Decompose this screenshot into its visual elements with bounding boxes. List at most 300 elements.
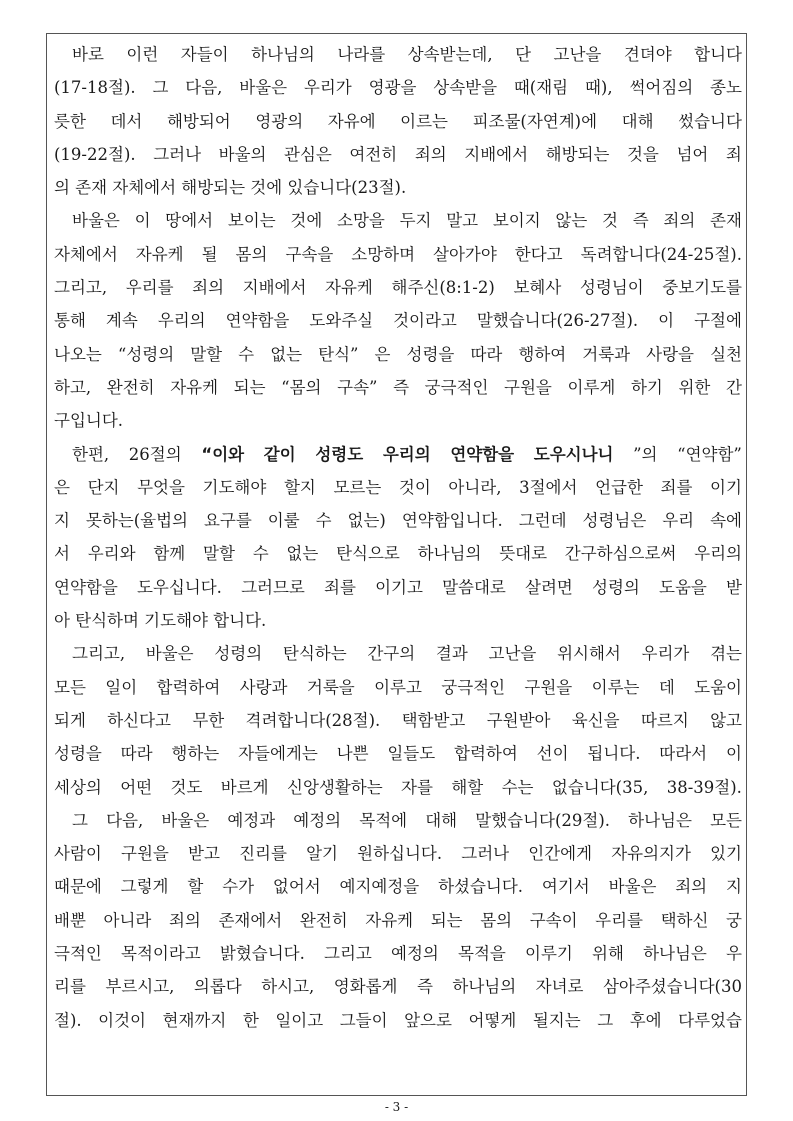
text-segment: 밝혔습니다.	[219, 944, 305, 964]
text-segment: 바로	[72, 45, 104, 64]
text-segment: 이기	[710, 477, 742, 497]
text-segment: 우리의	[694, 544, 742, 564]
text-segment: 두지	[399, 211, 432, 231]
text-segment: 하기	[630, 377, 663, 397]
text-segment: 행하여	[518, 344, 567, 364]
text-segment: 같이	[263, 444, 296, 464]
text-segment: 무엇을	[137, 477, 185, 497]
text-segment: 위한	[678, 377, 711, 397]
text-segment: 성령의	[592, 577, 640, 597]
text-segment: 다음,	[185, 78, 223, 98]
text-segment: 후에	[629, 1010, 662, 1030]
text-segment: 연약함을	[225, 311, 290, 331]
text-segment: 리를	[54, 977, 86, 997]
text-segment: 것을	[626, 144, 659, 164]
text-segment: 그렇게	[120, 877, 169, 897]
text-segment: 목적에	[359, 810, 408, 830]
text-segment: 우리가	[641, 644, 690, 664]
text-segment: 구원을	[504, 377, 552, 397]
text-segment: 3절에서	[519, 477, 578, 497]
text-segment: 보혜사	[513, 278, 562, 298]
text-segment: 세상의	[54, 777, 102, 797]
text-segment: 소망하며	[351, 244, 416, 264]
text-segment: 어떻게	[468, 1010, 517, 1030]
text-segment: 원하십니다.	[357, 844, 443, 864]
text-segment: 지배에서	[464, 144, 529, 164]
text-segment: 요구를	[203, 511, 252, 531]
text-line	[54, 371, 742, 404]
text-segment: 죄를	[324, 577, 356, 597]
text-segment: 것이라고	[393, 311, 457, 331]
text-segment: 은	[374, 344, 391, 364]
text-segment: 예정의	[293, 810, 342, 830]
text-segment: 죄의	[663, 211, 696, 231]
text-segment: 수	[252, 544, 269, 564]
text-segment: 그러나	[153, 144, 202, 164]
text-line	[54, 970, 742, 1003]
text-segment: 것	[602, 211, 618, 231]
text-segment: 사람이	[54, 844, 102, 864]
text-segment: 아 탄식하며 기도해야 합니다.	[54, 611, 267, 631]
text-segment: 자유케	[170, 377, 219, 397]
text-segment: 아니라	[103, 910, 152, 930]
text-segment: 따라	[120, 744, 153, 764]
text-segment: 한다고	[514, 244, 563, 264]
text-segment: 바울은	[145, 644, 194, 664]
text-segment: 사랑과	[239, 677, 288, 697]
text-segment: 중보기도를	[662, 278, 742, 298]
text-segment: 되는	[233, 377, 266, 397]
text-segment: 이런	[126, 45, 159, 64]
text-segment: 하나님의	[251, 45, 315, 64]
text-segment: 탄식”	[318, 344, 359, 364]
text-segment: 나쁜	[336, 744, 369, 764]
text-segment: 속에	[710, 511, 742, 531]
text-segment: 것에	[290, 211, 323, 231]
text-segment: 행하는	[171, 744, 220, 764]
text-segment: 즉	[416, 977, 433, 997]
text-segment: 않고	[710, 710, 742, 730]
text-segment: 이	[134, 211, 151, 231]
text-segment: 모르는	[333, 477, 382, 497]
text-segment: 지배에서	[242, 278, 307, 298]
text-segment: 위시해서	[557, 644, 621, 664]
text-segment: 해방되어	[166, 111, 231, 131]
text-line	[54, 105, 742, 138]
text-segment: 우리와	[87, 544, 136, 564]
text-segment: 살아가야	[433, 244, 497, 264]
text-segment: 상속받을	[433, 78, 498, 98]
text-segment: 없는)	[347, 511, 386, 531]
text-line	[54, 204, 742, 237]
text-segment: 말할	[190, 344, 223, 364]
text-segment: 육신을	[571, 710, 620, 730]
text-segment: 자유에	[327, 111, 376, 131]
text-line	[54, 771, 742, 804]
text-segment: 완전히	[299, 910, 348, 930]
text-line	[54, 704, 742, 737]
text-line	[54, 604, 742, 637]
text-segment: 다음,	[106, 810, 144, 830]
text-segment: 말고	[446, 211, 479, 231]
text-segment: 자녀로	[535, 977, 584, 997]
text-segment: 자유케	[365, 910, 414, 930]
text-segment: 인간에게	[528, 844, 593, 864]
text-segment: 절).	[54, 1010, 82, 1030]
text-segment: 자유케	[135, 244, 184, 264]
document-body	[54, 38, 742, 1037]
text-segment: 하고,	[54, 377, 92, 397]
text-segment: 택함받고	[401, 710, 466, 730]
text-segment: 그러므로	[241, 577, 305, 597]
text-line	[54, 238, 742, 271]
text-segment: 도움이	[694, 677, 742, 697]
text-segment: 상속받는데,	[407, 45, 493, 64]
text-segment: 그	[597, 1010, 614, 1030]
text-segment: 수	[238, 344, 255, 364]
text-line	[54, 937, 742, 970]
text-segment: 없습니다(35,	[551, 777, 649, 797]
text-segment: 합력하여	[454, 744, 518, 764]
text-line	[54, 404, 742, 437]
text-segment: 성령을	[406, 344, 455, 364]
text-segment: 바르게	[220, 777, 269, 797]
text-segment: 거룩을	[306, 677, 355, 697]
text-segment: 26절의	[128, 444, 182, 464]
text-line	[54, 504, 742, 537]
text-segment: 극적인	[54, 944, 102, 964]
text-segment: 삼아주셨습니다(30	[602, 977, 742, 997]
text-segment: 따라서	[659, 744, 708, 764]
text-segment: 알기	[306, 844, 338, 864]
text-line	[54, 271, 742, 304]
text-segment: 자유케	[325, 278, 373, 298]
text-line	[54, 571, 742, 604]
text-segment: 예지예정을	[339, 877, 420, 897]
text-segment: 이루게	[567, 377, 616, 397]
text-segment: 결과	[435, 644, 468, 664]
text-segment: 됩니다.	[587, 744, 641, 764]
text-segment: 우리의	[382, 444, 431, 464]
text-segment: 죄의	[675, 877, 708, 897]
text-segment: 없는	[270, 344, 303, 364]
text-line	[54, 138, 742, 171]
text-segment: 배뿐	[54, 910, 86, 930]
text-segment: 소망을	[337, 211, 385, 231]
text-segment: 구속”	[337, 377, 378, 397]
text-segment: 그리고	[324, 944, 372, 964]
text-segment: 간구의	[367, 644, 416, 664]
text-segment: 탄식하는	[282, 644, 347, 664]
text-segment: 현재까지	[162, 1010, 227, 1030]
text-segment: 연약함입니다.	[401, 511, 503, 531]
text-segment: 하신다고	[107, 710, 171, 730]
text-segment: 즉	[393, 377, 410, 397]
text-segment: 한편,	[72, 444, 110, 464]
text-segment: 예정의	[391, 944, 439, 964]
text-segment: “몸의	[281, 377, 322, 397]
text-segment: 구속이	[529, 910, 578, 930]
text-segment: 몸의	[235, 244, 268, 264]
text-line	[54, 804, 742, 837]
text-segment: 모든	[710, 810, 742, 830]
text-segment: 데서	[110, 111, 143, 131]
text-segment: 성령의	[214, 644, 263, 664]
text-segment: 해주신(8:1-2)	[391, 278, 495, 298]
text-segment: 영화롭게	[333, 977, 398, 997]
text-segment: 영광을	[368, 78, 417, 98]
text-segment: 영광의	[255, 111, 304, 131]
text-line	[54, 438, 742, 471]
text-segment: 진리를	[239, 844, 287, 864]
text-segment: 죄를	[660, 477, 693, 497]
text-segment: 도와주실	[309, 311, 374, 331]
text-segment: 않는	[555, 211, 588, 231]
text-line	[54, 471, 742, 504]
text-segment: 구원받아	[486, 710, 551, 730]
text-segment: 이루는	[591, 677, 640, 697]
text-segment: 실천	[710, 344, 742, 364]
text-segment: 하나님은	[643, 944, 707, 964]
text-segment: 도우십니다.	[136, 577, 222, 597]
text-line	[54, 338, 742, 371]
text-segment: 구원을	[121, 844, 169, 864]
text-line	[54, 537, 742, 570]
text-segment: 종노	[710, 78, 742, 98]
text-segment: 이루고	[374, 677, 422, 697]
text-segment: 일이고	[275, 1010, 324, 1030]
text-segment: 때(재림	[513, 78, 569, 98]
text-segment: 하나님의	[452, 977, 517, 997]
text-segment: 되는	[430, 910, 463, 930]
text-segment: 의 존재 자체에서 해방되는 것에 있습니다(23절).	[54, 178, 407, 198]
text-segment: 썼습니다	[678, 111, 742, 131]
text-segment: 따라	[470, 344, 503, 364]
text-segment: 의롭다	[193, 977, 242, 997]
text-segment: 단	[515, 45, 532, 64]
text-segment: “성령의	[117, 344, 175, 364]
text-segment: 다루었습	[678, 1010, 742, 1030]
text-segment: 여전히	[349, 144, 398, 164]
text-segment: 받	[726, 577, 742, 597]
text-segment: 이루기	[525, 944, 573, 964]
text-segment: (17-18절).	[54, 78, 136, 98]
text-segment: 지	[725, 877, 742, 897]
text-segment: 선이	[536, 744, 569, 764]
text-segment: 것도	[170, 777, 203, 797]
text-segment: 릇한	[54, 111, 86, 131]
text-segment: 살려면	[525, 577, 573, 597]
text-segment: 죄의	[414, 144, 447, 164]
text-segment: 할지	[283, 477, 316, 497]
text-segment: 성령을	[54, 744, 102, 764]
text-segment: 연약함을	[54, 577, 118, 597]
text-segment: 우리를	[595, 910, 643, 930]
text-segment: 없어서	[272, 877, 321, 897]
text-segment: 보이는	[227, 211, 276, 231]
text-segment: 38-39절).	[666, 777, 742, 797]
text-segment: 그	[152, 78, 169, 98]
text-segment: 바울은	[239, 78, 288, 98]
text-segment: 예정과	[227, 810, 276, 830]
text-segment: 합니다	[694, 45, 742, 64]
text-segment: 땅에서	[165, 211, 214, 231]
text-segment: 바울은	[608, 877, 657, 897]
text-segment: 이	[658, 311, 675, 331]
text-segment: 관심은	[284, 144, 332, 164]
text-segment: 그러나	[461, 844, 510, 864]
text-segment: 넘어	[676, 144, 709, 164]
text-segment: 우	[726, 944, 742, 964]
text-segment: 부르시고,	[105, 977, 175, 997]
text-segment: 서	[54, 544, 70, 564]
text-segment: 통해	[54, 311, 86, 331]
text-segment: 성령도	[315, 444, 364, 464]
text-segment: 바울은	[161, 810, 210, 830]
text-segment: 죄의	[168, 910, 201, 930]
text-segment: 말했습니다(29절).	[475, 810, 611, 830]
text-segment: 자를	[401, 777, 433, 797]
text-line	[54, 304, 742, 337]
text-segment: 앞으로	[404, 1010, 452, 1030]
text-line	[54, 71, 742, 104]
text-segment: 있기	[710, 844, 742, 864]
text-segment: 존재	[710, 211, 742, 231]
text-segment: 지	[54, 511, 70, 531]
text-segment: 성령님이	[579, 278, 644, 298]
text-segment: 우리를	[125, 278, 174, 298]
text-segment: 이르는	[400, 111, 448, 131]
text-segment: “연약함”	[677, 444, 742, 464]
text-segment: 신앙생활하는	[287, 777, 383, 797]
text-segment: 나오는	[54, 344, 102, 364]
text-segment: 어떤	[120, 777, 153, 797]
text-segment: 간	[725, 377, 742, 397]
text-segment: 한	[242, 1010, 259, 1030]
text-line	[54, 637, 742, 670]
text-segment: 그들이	[339, 1010, 388, 1030]
text-segment: 그리고,	[54, 278, 108, 298]
text-segment: 모든	[54, 677, 86, 697]
text-segment: 못하는(율법의	[85, 511, 188, 531]
text-segment: 되게	[54, 710, 86, 730]
text-line	[54, 671, 742, 704]
text-segment: 이	[725, 744, 742, 764]
text-segment: 나라를	[337, 45, 386, 64]
text-segment: 하나님의	[417, 544, 482, 564]
text-segment: 위해	[592, 944, 624, 964]
text-segment: 수	[315, 511, 332, 531]
text-segment: 고난을	[488, 644, 537, 664]
text-segment: 독려합니다(24-25절).	[580, 244, 742, 264]
text-segment: 무한	[192, 710, 225, 730]
text-segment: 격려합니다(28절).	[245, 710, 381, 730]
text-segment: 그리고,	[72, 644, 126, 664]
text-segment: (19-22절).	[54, 144, 136, 164]
text-segment: 그	[72, 810, 88, 830]
text-segment: 수가	[222, 877, 255, 897]
text-segment: 목적이라고	[121, 944, 201, 964]
text-segment: 썩어짐의	[629, 78, 694, 98]
text-segment: 말씀대로	[442, 577, 506, 597]
text-segment: 이기고	[375, 577, 423, 597]
text-segment: 죄	[725, 144, 742, 164]
text-segment: 겪는	[710, 644, 742, 664]
text-line	[54, 904, 742, 937]
text-segment: 때문에	[54, 877, 102, 897]
text-segment: 피조물(자연계)에	[472, 111, 598, 131]
text-segment: 고난을	[553, 45, 602, 64]
text-segment: 하시고,	[261, 977, 315, 997]
text-segment: 사랑을	[646, 344, 694, 364]
text-line	[54, 38, 742, 71]
text-segment: 말할	[203, 544, 235, 564]
text-segment: 해할	[451, 777, 484, 797]
text-segment: 것이	[398, 477, 431, 497]
text-segment: 해방되는	[545, 144, 610, 164]
text-segment: 완전히	[106, 377, 155, 397]
text-segment: 구속을	[285, 244, 334, 264]
text-segment: 이것이	[98, 1010, 146, 1030]
text-segment: 말했습니다(26-27절).	[476, 311, 639, 331]
text-segment: 죄의	[192, 278, 225, 298]
text-segment: 궁극적인	[424, 377, 489, 397]
text-segment: 아니라,	[448, 477, 502, 497]
text-segment: 하나님은	[628, 810, 692, 830]
text-segment: 이룰	[267, 511, 300, 531]
text-segment: 뜻대로	[499, 544, 548, 564]
text-segment: 기도해야	[202, 477, 267, 497]
text-segment: 몸의	[480, 910, 513, 930]
text-segment: 될	[201, 244, 218, 264]
text-segment: 간구하심으로써	[564, 544, 677, 564]
text-segment: 합력하여	[156, 677, 221, 697]
text-segment: 우리	[662, 511, 695, 531]
text-line	[54, 737, 742, 770]
text-segment: 자들에게는	[238, 744, 318, 764]
text-line	[54, 837, 742, 870]
text-segment: 받고	[188, 844, 220, 864]
text-segment: 때),	[584, 78, 613, 98]
text-segment: 견뎌야	[623, 45, 672, 64]
text-segment: 함께	[153, 544, 186, 564]
text-segment: 은	[54, 477, 70, 497]
text-segment: 여기서	[541, 877, 590, 897]
text-segment: 보이지	[492, 211, 541, 231]
page-number: - 3 -	[384, 1100, 409, 1114]
text-segment: 우리의	[157, 311, 206, 331]
text-segment: 계속	[105, 311, 138, 331]
text-segment: 구절에	[694, 311, 742, 331]
text-segment: 자유의지가	[611, 844, 691, 864]
text-line	[54, 171, 742, 204]
text-segment: 자체에서	[54, 244, 118, 264]
text-segment: 언급한	[595, 477, 643, 497]
text-segment: 구원을	[524, 677, 573, 697]
text-segment: 도우시나니	[533, 444, 614, 464]
text-segment: 성령님은	[582, 511, 647, 531]
text-segment: 구입니다.	[54, 411, 124, 431]
text-segment: 수는	[501, 777, 534, 797]
text-segment: 그런데	[518, 511, 567, 531]
text-segment: 우리가	[303, 78, 352, 98]
text-line	[54, 870, 742, 903]
text-segment: 택하신	[660, 910, 709, 930]
text-segment: 거룩과	[582, 344, 631, 364]
text-segment: 즉	[632, 211, 649, 231]
text-segment: 바울의	[218, 144, 267, 164]
text-segment: 목적을	[458, 944, 506, 964]
